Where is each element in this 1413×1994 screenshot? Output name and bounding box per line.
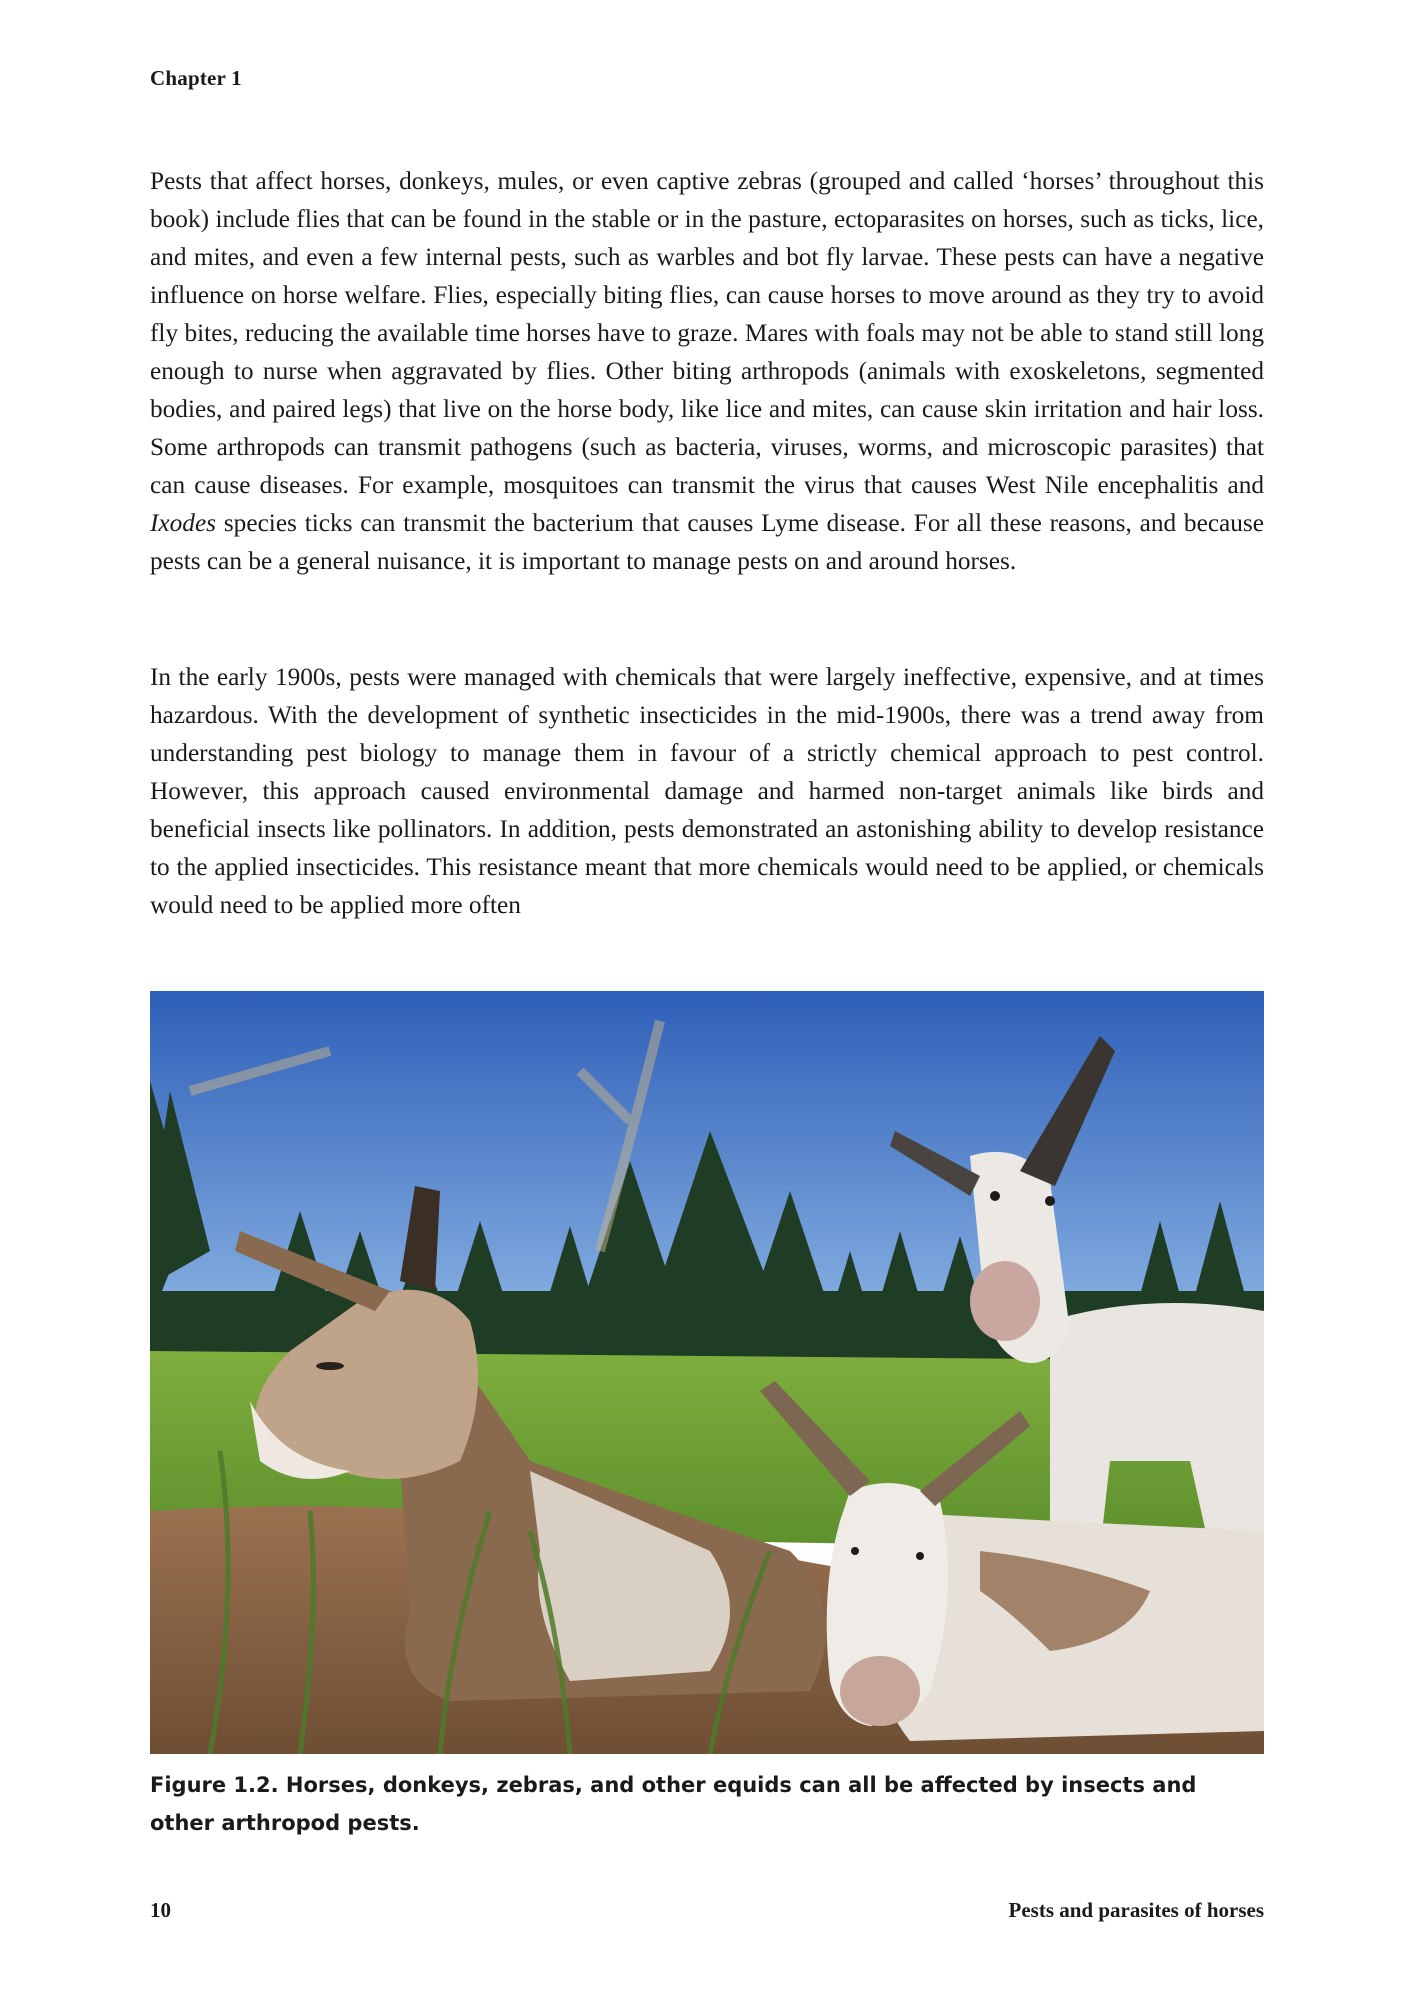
paragraph-1-text-b: species ticks can transmit the bacterium that causes Lyme disease. For all these reasons, and because pests can be a general nuisance, it is important to manage pests on and around horses. <box>150 509 1264 575</box>
page-number: 10 <box>150 1898 171 1922</box>
figure-caption: Figure 1.2. Horses, donkeys, zebras, and other equids can all be affected by insects and other arthropod pests. <box>150 1773 1197 1835</box>
donkeys-photo-illustration <box>150 991 1264 1754</box>
running-foot-book-title: Pests and parasites of horses <box>1008 1898 1264 1922</box>
figure-photo-donkeys <box>150 991 1264 1754</box>
paragraph-1-text-a: Pests that affect horses, donkeys, mules, or even captive zebras (grouped and called ‘horses’ throughout this book) include flies that can be found in the stable or in the pasture, ectoparasites on horses, such as ticks, lice, and mites, and even a few internal pests, such as warbles and bot fly larvae. These pests can have a negative influence on horse welfare. Flies, especially biting flies, can cause horses to move around as they try to avoid fly bites, reducing the available time horses have to graze. Mares with foals may not be able to stand still long enough to nurse when aggravated by flies. Other biting arthropods (animals with exoskeletons, segmented bodies, and paired legs) that live on the horse body, like lice and mites, can cause skin irritation and hair loss. Some arthropods can transmit pathogens (such as bacteria, viruses, worms, and microscopic parasites) that can cause diseases. For example, mosquitoes can transmit the virus that causes West Nile encephalitis and <box>150 167 1264 499</box>
paragraph-1-italic-genus: Ixodes <box>150 509 217 537</box>
body-paragraph-1 <box>150 162 1264 580</box>
running-head-chapter: Chapter 1 <box>150 66 242 90</box>
body-paragraph-2: In the early 1900s, pests were managed with chemicals that were largely ineffective, expensive, and at times hazardous. With the development of synthetic insecticides in the mid-1900s, there was a trend away from understanding pest biology to manage them in favour of a strictly chemical approach to pest control. However, this approach caused environmental damage and harmed non-target animals like birds and beneficial insects like pollinators. In addition, pests demonstrated an astonishing ability to develop resistance to the applied insecticides. This resistance meant that more chemicals would need to be applied, or chemicals would need to be applied more often <box>150 663 1264 919</box>
